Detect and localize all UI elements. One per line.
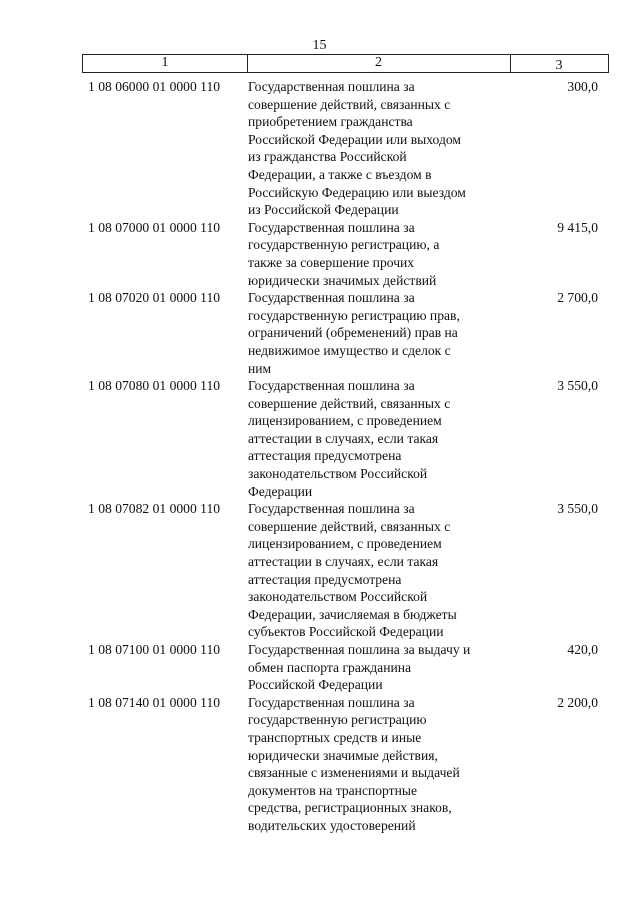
column-header-amount: 3 (555, 58, 563, 73)
row-amount: 300,0 (567, 79, 598, 94)
row-description: Государственная пошлина за совершение действий, связанных с приобретением гражданства Российской Федерации или выходом из гражданства Российской Федерации, а также с въездом в Российскую Федерацию или выездом из Российской Федерации (248, 79, 466, 218)
row-description: Государственная пошлина за выдачу и обмен паспорта гражданина Российской Федерации (248, 642, 471, 693)
row-description: Государственная пошлина за совершение действий, связанных с лицензированием, с проведением аттестации в случаях, если такая аттестация предусмотрена законодательством Российской Федерации, зачисляемая в бюджеты субъектов Российской Федерации (248, 501, 457, 640)
row-amount: 3 550,0 (557, 378, 598, 394)
row-amount: 9 415,0 (557, 219, 598, 235)
page-number: 15 (312, 38, 327, 53)
row-description: Государственная пошлина за государственную регистрацию прав, ограничений (обременений) прав на недвижимое имущество и сделок с ним (248, 290, 460, 376)
row-description: Государственная пошлина за государственную регистрацию транспортных средств и иные юридически значимые действия, связанные с изменениями и выдачей документов на транспортные средства, регистрационных знаков, водительских удостоверений (248, 694, 460, 833)
table-row (82, 289, 609, 377)
row-amount: 2 200,0 (557, 694, 598, 710)
row-code: 1 08 07000 01 0000 110 (88, 219, 221, 235)
table-row (82, 694, 609, 835)
row-description: Государственная пошлина за совершение действий, связанных с лицензированием, с проведением аттестации в случаях, если такая аттестация предусмотрена законодательством Российской Федерации (248, 378, 451, 499)
row-code: 1 08 06000 01 0000 110 (88, 79, 221, 94)
row-description: Государственная пошлина за государственную регистрацию, а также за совершение прочих юридически значимых действий (248, 219, 440, 288)
row-code: 1 08 07080 01 0000 110 (88, 378, 221, 394)
row-code: 1 08 07020 01 0000 110 (88, 290, 221, 306)
row-code: 1 08 07100 01 0000 110 (88, 642, 221, 657)
row-amount: 2 700,0 (557, 290, 598, 306)
column-header-description: 2 (247, 55, 511, 72)
table-row (82, 641, 609, 694)
table-body (82, 78, 609, 835)
table-row (82, 500, 609, 641)
row-amount: 420,0 (567, 642, 598, 657)
row-amount: 3 550,0 (557, 501, 598, 517)
row-code: 1 08 07140 01 0000 110 (88, 694, 221, 710)
table-row (82, 377, 609, 500)
table-header (82, 54, 609, 73)
table-row (82, 78, 609, 219)
column-header-code: 1 (83, 55, 248, 72)
row-code: 1 08 07082 01 0000 110 (88, 501, 221, 517)
table-row (82, 219, 609, 289)
